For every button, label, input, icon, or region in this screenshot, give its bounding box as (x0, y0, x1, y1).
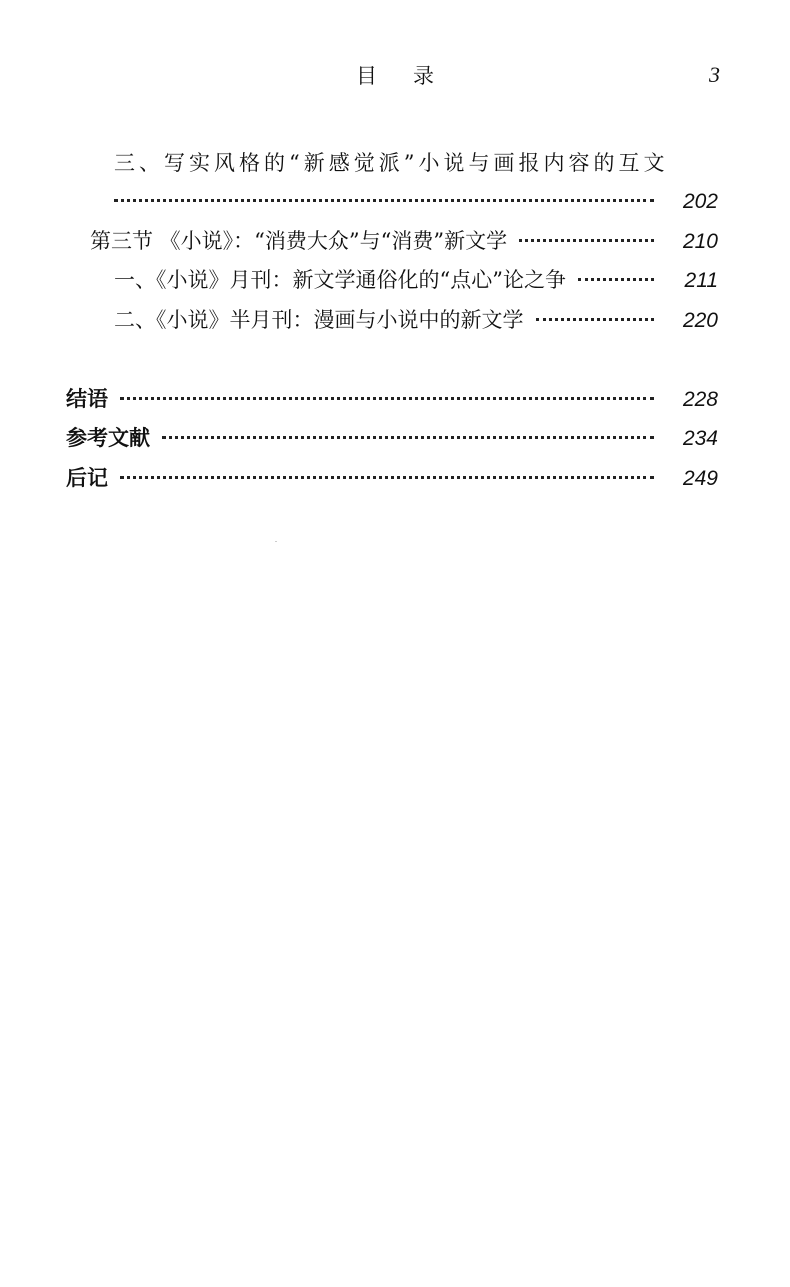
dot-leader (519, 239, 654, 242)
toc-entry-section (90, 225, 718, 257)
toc-entry-subsection (114, 304, 718, 336)
toc-entry-leader-line (114, 186, 718, 218)
dot-leader (536, 318, 655, 321)
dot-leader (162, 436, 654, 439)
toc-entry-page: 234 (682, 427, 718, 450)
running-header-page-number: 3 (709, 62, 720, 87)
toc-entry-page: 211 (684, 269, 718, 292)
dot-leader (578, 278, 654, 281)
toc-entry-page: 202 (682, 190, 718, 213)
toc-entry-subsection (114, 264, 718, 296)
toc-entry-label: 参考文献 (66, 426, 150, 450)
toc-entry-page: 220 (682, 309, 718, 332)
toc-entry-page: 228 (682, 388, 718, 411)
toc-entry-label: 结语 (66, 387, 108, 411)
paper-speck (275, 541, 277, 542)
toc-entry-chapter (66, 422, 718, 454)
toc-entry-label: 二、《小说》半月刊：漫画与小说中的新文学 (114, 308, 524, 332)
toc-entry-label: 后记 (66, 466, 108, 490)
toc-entry-chapter (66, 383, 718, 415)
dot-leader (120, 397, 654, 400)
toc-entry-chapter (66, 462, 718, 494)
toc-entry-label: 三、写实风格的“新感觉派”小说与画报内容的互文 (114, 151, 669, 175)
toc-entry-page: 210 (682, 230, 718, 253)
running-header-title: 目录 (356, 64, 470, 88)
toc-entry-title-line (114, 147, 674, 179)
dot-leader (114, 199, 654, 202)
toc-entry-label: 一、《小说》月刊：新文学通俗化的“点心”论之争 (114, 268, 566, 292)
toc-entry-page: 249 (682, 467, 718, 490)
toc-entry-label: 第三节 《小说》：“消费大众”与“消费”新文学 (90, 229, 508, 253)
dot-leader (120, 476, 654, 479)
